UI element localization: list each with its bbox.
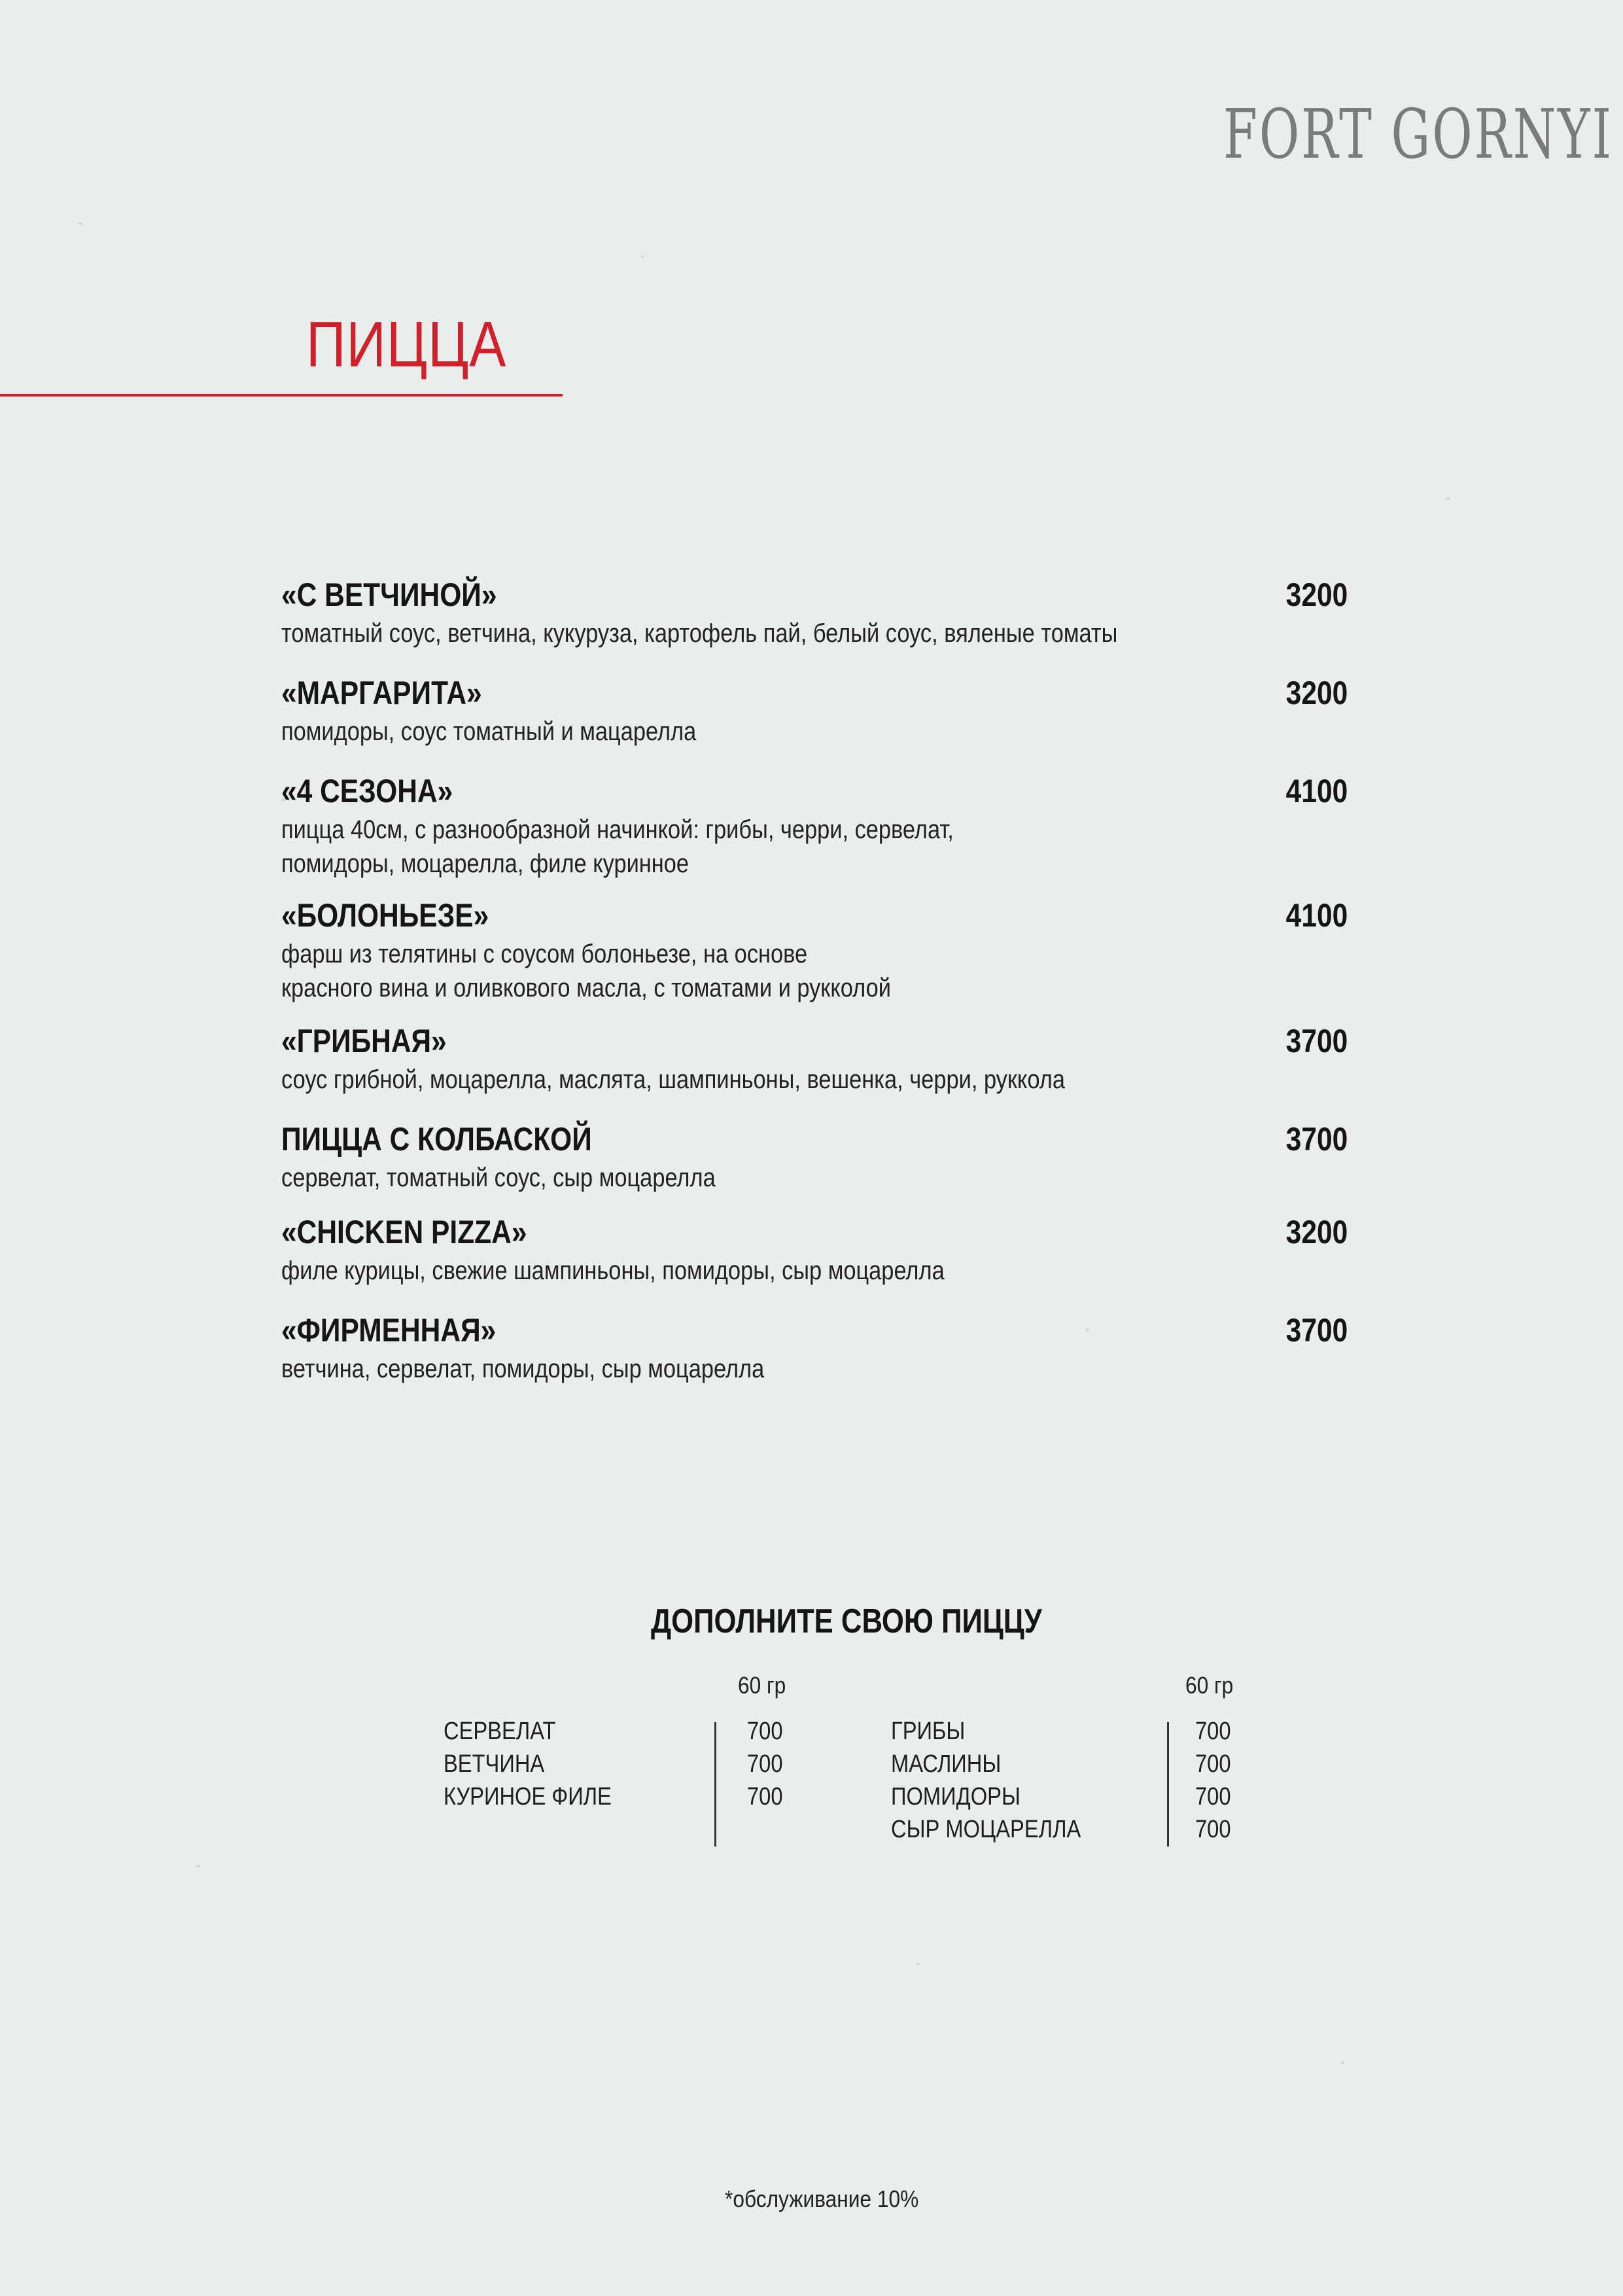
- menu-item-price: 3700: [1285, 1312, 1348, 1349]
- menu-item-description: помидоры, соус томатный и мацарелла: [281, 717, 697, 746]
- brand-logo: FORT GORNYI: [1223, 94, 1613, 174]
- addon-row: [891, 1783, 1244, 1816]
- addons-left-portion: 60 гр: [738, 1672, 786, 1699]
- addon-name: ПОМИДОРЫ: [891, 1783, 1021, 1810]
- addon-name: КУРИНОЕ ФИЛЕ: [444, 1783, 612, 1810]
- addon-row: [891, 1816, 1244, 1848]
- addon-price: 700: [1195, 1783, 1231, 1810]
- menu-item-name: «CHICKEN PIZZA»: [281, 1214, 527, 1250]
- menu-item-name: ПИЦЦА С КОЛБАСКОЙ: [281, 1121, 592, 1157]
- addons-title: ДОПОЛНИТЕ СВОЮ ПИЦЦУ: [651, 1602, 1042, 1640]
- title-underline: [0, 394, 563, 397]
- menu-item-name: «ФИРМЕННАЯ»: [281, 1312, 497, 1349]
- service-charge-note: *обслуживание 10%: [725, 2185, 919, 2212]
- addon-row: [891, 1750, 1244, 1783]
- addons-right-portion: 60 гр: [1185, 1672, 1234, 1699]
- menu-item-description: фарш из телятины с соусом болоньезе, на основе красного вина и оливкового масла, с томатами и рукколой: [281, 940, 891, 1002]
- menu-item-description: сервелат, томатный соус, сыр моцарелла: [281, 1163, 716, 1192]
- menu-item-name: «ГРИБНАЯ»: [281, 1023, 447, 1059]
- addon-name: ВЕТЧИНА: [444, 1750, 545, 1778]
- addon-row: [444, 1750, 797, 1783]
- menu-item-description: пицца 40см, с разнообразной начинкой: грибы, черри, сервелат, помидоры, моцарелла, филе куринное: [281, 815, 954, 878]
- addon-price: 700: [1195, 1816, 1231, 1843]
- addons-left-list: [444, 1718, 797, 1816]
- menu-item-description: соус грибной, моцарелла, маслята, шампиньоны, вешенка, черри, руккола: [281, 1065, 1065, 1094]
- addon-price: 700: [1195, 1718, 1231, 1745]
- addon-row: [444, 1783, 797, 1816]
- addons-left-divider: [714, 1722, 716, 1846]
- menu-item-name: «МАРГАРИТА»: [281, 675, 482, 711]
- addon-name: СЫР МОЦАРЕЛЛА: [891, 1816, 1081, 1843]
- menu-item-price: 3200: [1285, 576, 1348, 613]
- menu-item-description: ветчина, сервелат, помидоры, сыр моцарелла: [281, 1354, 765, 1383]
- menu-item-price: 4100: [1285, 897, 1348, 934]
- addon-name: МАСЛИНЫ: [891, 1750, 1002, 1778]
- menu-item-price: 4100: [1285, 773, 1348, 809]
- page-title: ПИЦЦА: [306, 308, 507, 380]
- menu-item-description: филе курицы, свежие шампиньоны, помидоры, сыр моцарелла: [281, 1256, 945, 1285]
- menu-item-price: 3200: [1285, 1214, 1348, 1250]
- menu-item-price: 3700: [1285, 1023, 1348, 1059]
- addon-price: 700: [747, 1783, 783, 1810]
- addon-name: ГРИБЫ: [891, 1718, 966, 1745]
- menu-item-description: томатный соус, ветчина, кукуруза, картофель пай, белый соус, вяленые томаты: [281, 619, 1118, 648]
- addon-price: 700: [747, 1718, 783, 1745]
- addon-price: 700: [1195, 1750, 1231, 1778]
- addon-row: [444, 1718, 797, 1750]
- menu-item-name: «С ВЕТЧИНОЙ»: [281, 576, 497, 613]
- menu-item-price: 3700: [1285, 1121, 1348, 1157]
- menu-item-name: «БОЛОНЬЕЗЕ»: [281, 897, 489, 934]
- addon-price: 700: [747, 1750, 783, 1778]
- addons-right-divider: [1167, 1722, 1169, 1846]
- menu-item-price: 3200: [1285, 675, 1348, 711]
- addon-row: [891, 1718, 1244, 1750]
- addons-right-list: [891, 1718, 1244, 1848]
- menu-item-name: «4 СЕЗОНА»: [281, 773, 453, 809]
- addon-name: СЕРВЕЛАТ: [444, 1718, 556, 1745]
